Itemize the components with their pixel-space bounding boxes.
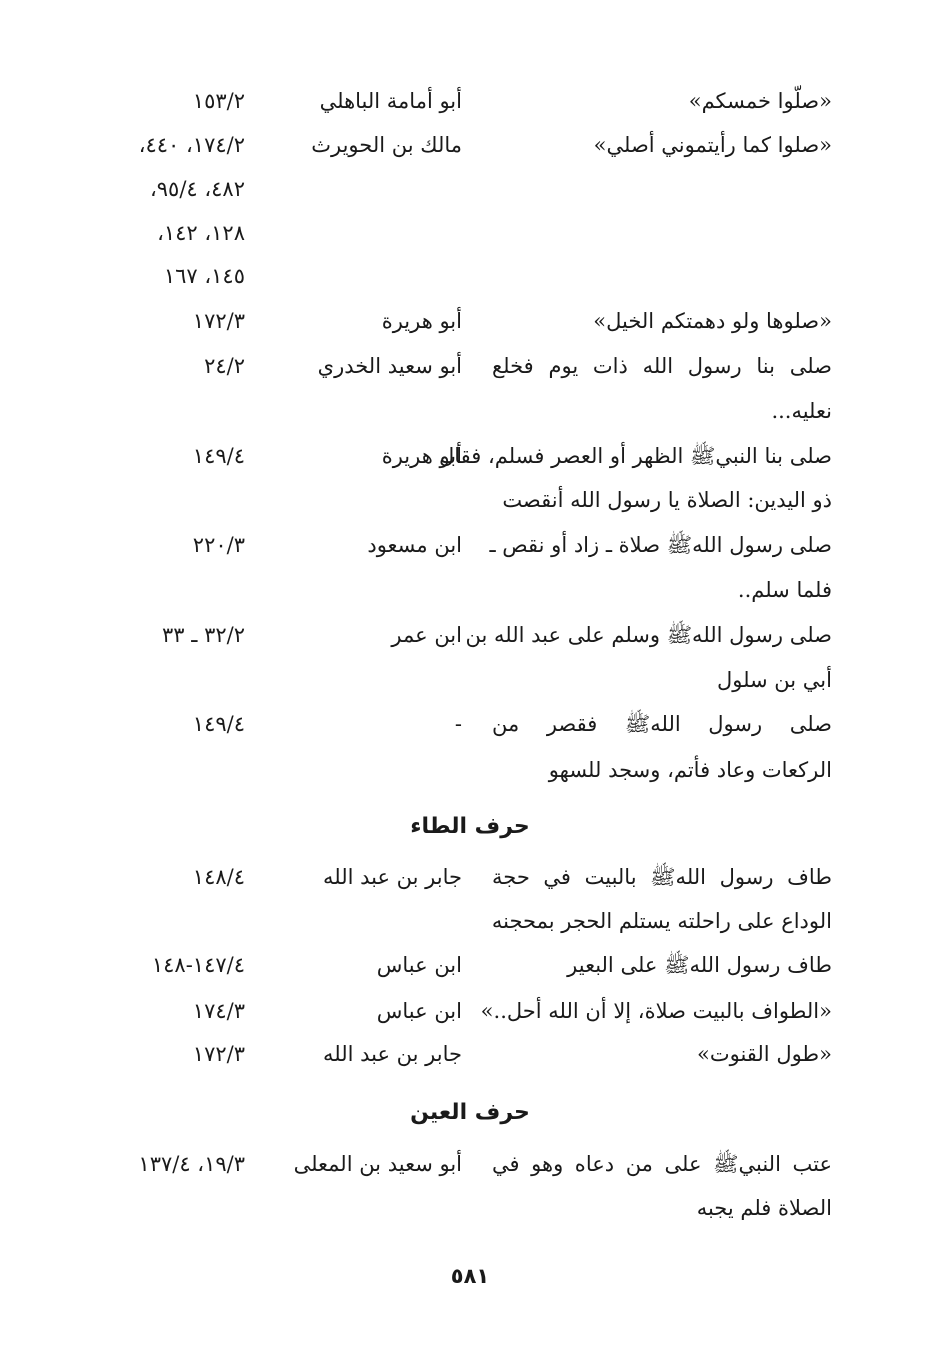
reference: ٢٢٠/٣ [192,533,245,557]
index-row [0,523,940,567]
reference-continuation [0,167,940,211]
page-number: ٥٨١ [450,1264,490,1288]
narrator: ابن مسعود [367,533,462,557]
hadith-text: ذو اليدين: الصلاة يا رسول الله أنقصت [502,488,832,512]
index-row [0,434,940,478]
narrator: ابن عباس [376,999,462,1023]
narrator: أبو هريرة [381,444,462,468]
index-row [0,613,940,657]
reference: ١٤٩/٤ [192,444,245,468]
text-continuation [0,748,940,792]
narrator: أبو هريرة [381,309,462,333]
reference: ٣٢/٢ ـ ٣٣ [162,623,245,647]
hadith-text: صلى رسول اللهﷺ وسلم على عبد الله بن [465,623,832,647]
text-continuation [0,658,940,702]
reference: ١٤٨/٤ [192,865,245,889]
text-continuation [0,478,940,522]
index-row [0,1142,940,1186]
reference: ١٤٩/٤ [192,712,245,736]
narrator: ابن عباس [376,953,462,977]
hadith-text: الصلاة فلم يجبه [696,1196,832,1220]
section-heading-ain: حرف العين [410,1100,530,1125]
narrator: جابر بن عبد الله [322,865,462,889]
hadith-text: فلما سلم.. [737,578,832,602]
reference: ١٩/٣، ١٣٧/٤ [138,1152,245,1176]
hadith-text: «طول القنوت» [696,1042,832,1066]
hadith-text: أبي بن سلول [716,668,832,692]
index-row [0,943,940,987]
section-heading-taa: حرف الطاء [410,814,530,839]
index-row [0,1032,940,1076]
hadith-text: «صلوها ولو دهمتكم الخيل» [593,309,832,333]
narrator: - [454,712,462,736]
index-row [0,989,940,1033]
index-row [0,702,940,746]
hadith-text: عتب النبيﷺ على من دعاه وهو في [492,1152,832,1176]
reference: ١٧٤/٣ [192,999,245,1023]
narrator: أبو سعيد بن المعلى [293,1152,462,1176]
hadith-text: طاف رسول اللهﷺ على البعير [567,953,832,977]
hadith-text: الركعات وعاد فأتم، وسجد للسهو [548,758,832,782]
index-row [0,79,940,123]
hadith-text: «الطواف بالبيت صلاة، إلا أن الله أحل..» [480,999,832,1023]
reference-continuation [0,254,940,298]
reference: ١٤٧/٤-١٤٨ [151,953,245,977]
hadith-text: صلى بنا النبيﷺ الظهر أو العصر فسلم، فقال [438,444,832,468]
narrator: أبو أمامة الباهلي [319,89,462,113]
text-continuation [0,568,940,612]
hadith-text: «صلوا كما رأيتموني أصلي» [593,133,832,157]
reference: ١٧٢/٣ [192,309,245,333]
narrator: أبو سعيد الخدري [317,354,462,378]
hadith-text: طاف رسول اللهﷺ بالبيت في حجة [492,865,832,889]
hadith-text: صلى رسول اللهﷺ فقصر من [492,712,832,736]
reference: ١٢٨، ١٤٢، [157,221,245,245]
hadith-text: صلى بنا رسول الله ذات يوم فخلع [492,354,832,378]
reference: ١٧٤/٢، ٤٤٠، [138,133,245,157]
index-row [0,299,940,343]
hadith-text: صلى رسول اللهﷺ صلاة ـ زاد أو نقص ـ [489,533,832,557]
narrator: مالك بن الحويرث [311,133,462,157]
reference: ١٥٣/٢ [192,89,245,113]
index-row [0,344,940,388]
narrator: ابن عمر [391,623,462,647]
reference: ١٤٥، ١٦٧ [163,264,245,288]
hadith-text: نعليه... [771,399,832,423]
reference: ٢٤/٢ [204,354,245,378]
reference: ١٧٢/٣ [192,1042,245,1066]
text-continuation [0,389,940,433]
index-row [0,123,940,167]
index-row [0,855,940,899]
hadith-text: «صلّوا خمسكم» [688,89,832,113]
narrator: جابر بن عبد الله [322,1042,462,1066]
text-continuation [0,1186,940,1230]
reference: ٤٨٢، ٩٥/٤، [150,177,245,201]
reference-continuation [0,211,940,255]
text-continuation [0,899,940,943]
hadith-text: الوداع على راحلته يستلم الحجر بمحجنه [491,909,832,933]
